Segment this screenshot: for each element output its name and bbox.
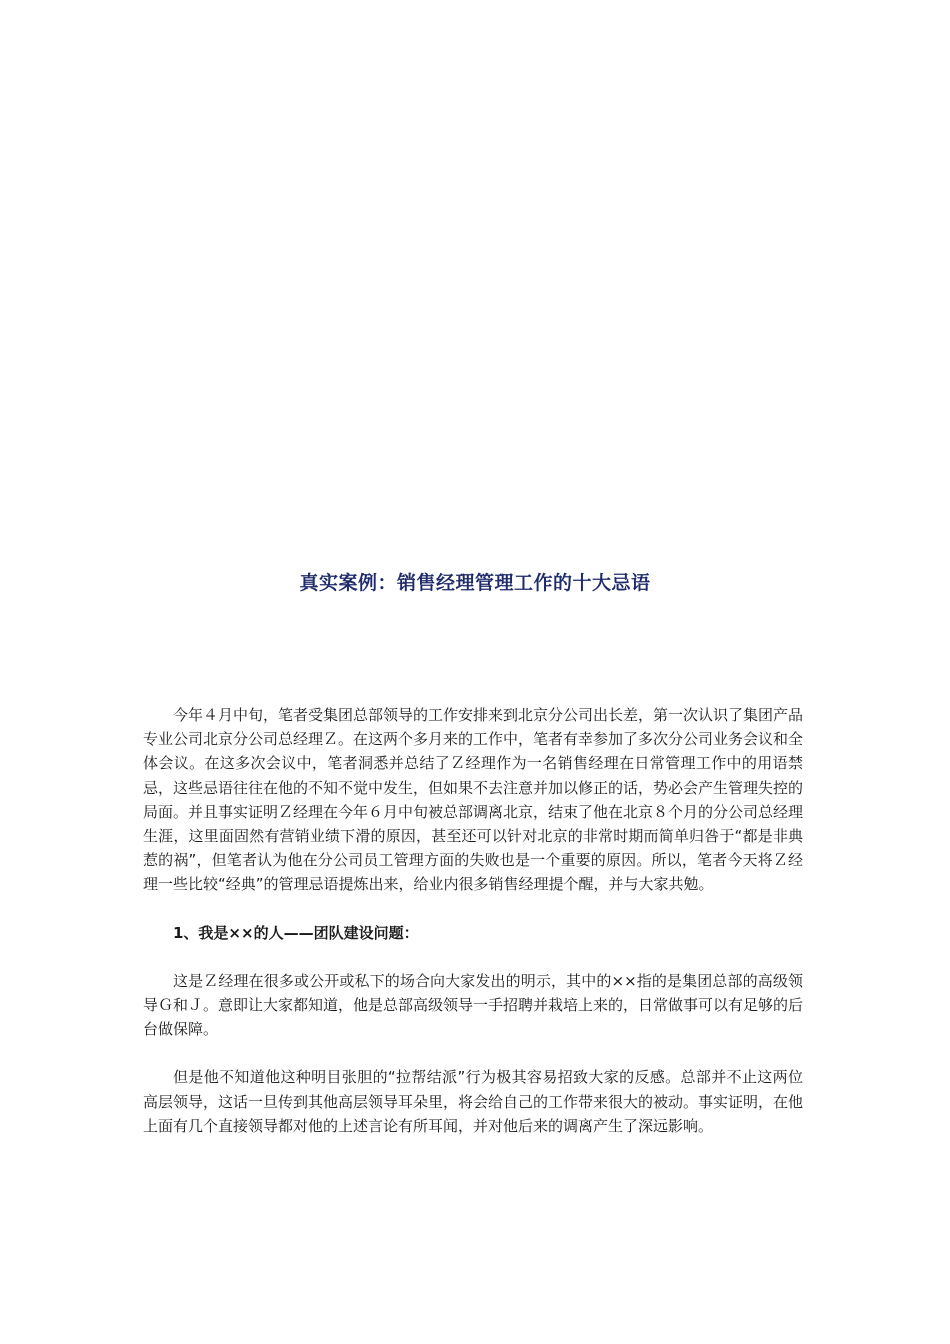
section-heading: 1、我是××的人——团队建设问题： <box>173 923 419 942</box>
intro-paragraph: 今年４月中旬，笔者受集团总部领导的工作安排来到北京分公司出长差，第一次认识了集团产品专业公司北京分公司总经理Ｚ。在这两个多月来的工作中，笔者有幸参加了多次分公司业务会议和全体会议。在这多次会议中，笔者洞悉并总结了Ｚ经理作为一名销售经理在日常管理工作中的用语禁忌，这些忌语往往在他的不知不觉中发生，但如果不去注意并加以修正的话，势必会产生管理失控的局面。并且事实证明Ｚ经理在今年６月中旬被总部调离北京，结束了他在北京８个月的分公司总经理生涯，这里面固然有营销业绩下滑的原因，甚至还可以针对北京的非常时期而简单归咎于“都是非典惹的祸”，但笔者认为他在分公司员工管理方面的失败也是一个重要的原因。所以，笔者今天将Ｚ经理一些比较“经典”的管理忌语提炼出来，给业内很多销售经理提个醒，并与大家共勉。 <box>143 706 804 894</box>
section-paragraph-2: 但是他不知道他这种明目张胆的“拉帮结派”行为极其容易招致大家的反感。总部并不止这两位高层领导，这话一旦传到其他高层领导耳朵里，将会给自己的工作带来很大的被动。事实证明，在他上面有几个直接领导都对他的上述言论有所耳闻，并对他后来的调离产生了深远影响。 <box>143 1068 804 1135</box>
document-body <box>143 703 803 1162</box>
section-paragraph-1: 这是Ｚ经理在很多或公开或私下的场合向大家发出的明示，其中的××指的是集团总部的高级领导Ｇ和Ｊ。意即让大家都知道，他是总部高级领导一手招聘并栽培上来的，日常做事可以有足够的后台做保障。 <box>143 971 804 1039</box>
document-title: 真实案例：销售经理管理工作的十大忌语 <box>299 572 651 594</box>
